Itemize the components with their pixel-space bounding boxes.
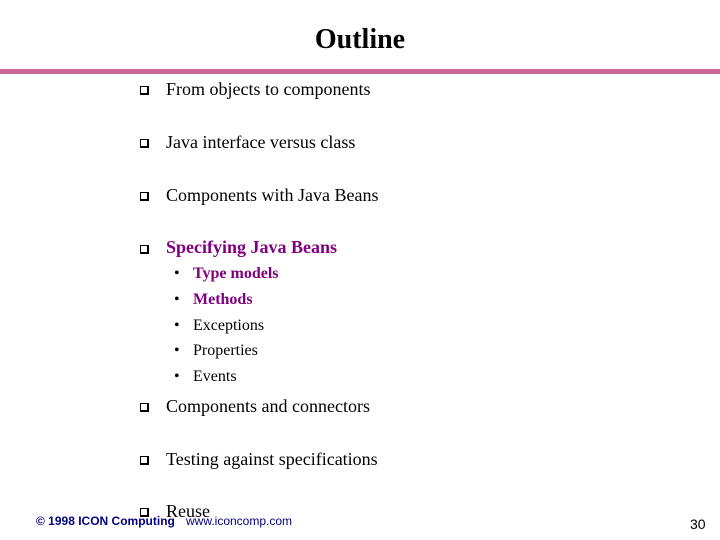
page-number: 30 <box>690 516 706 532</box>
outline-item: Testing against specifications <box>166 449 378 469</box>
sub-bullet-dot-icon: • <box>174 291 180 308</box>
checkbox-bullet-icon <box>140 139 149 148</box>
outline-item-current: Specifying Java Beans <box>166 237 338 257</box>
outline-item: Reuse <box>166 501 210 521</box>
sub-item: Type models <box>193 265 279 282</box>
checkbox-bullet-icon <box>140 456 149 465</box>
outline-item: From objects to components <box>166 79 371 99</box>
sub-item: Events <box>193 368 237 385</box>
sub-bullet-dot-icon: • <box>174 368 180 385</box>
checkbox-bullet-icon <box>140 192 149 201</box>
sub-item: Properties <box>193 342 258 359</box>
sub-item: Exceptions <box>193 317 265 334</box>
title-divider <box>0 69 720 74</box>
sub-bullet-dot-icon: • <box>174 265 180 282</box>
footer-url: www.iconcomp.com <box>186 514 293 528</box>
outline-item: Components with Java Beans <box>166 185 379 205</box>
footer-copyright: © 1998 ICON Computing <box>36 514 175 528</box>
sub-bullet-dot-icon: • <box>174 342 180 359</box>
checkbox-bullet-icon <box>140 245 149 254</box>
sub-item: Methods <box>193 291 253 308</box>
checkbox-bullet-icon <box>140 403 149 412</box>
checkbox-bullet-icon <box>140 86 149 95</box>
outline-item: Components and connectors <box>166 396 370 416</box>
slide-title: Outline <box>314 24 406 55</box>
sub-bullet-dot-icon: • <box>174 317 180 334</box>
outline-item: Java interface versus class <box>166 132 356 152</box>
